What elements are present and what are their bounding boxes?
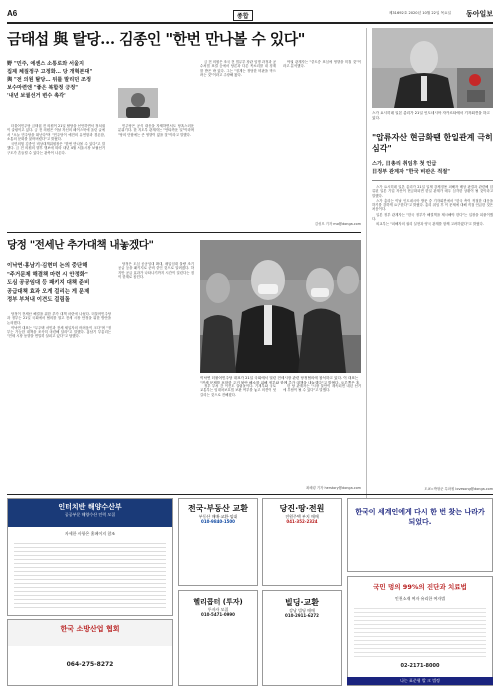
- story2-subheads: [7, 262, 111, 305]
- story1-paragraph: 국민의힘 김종인 비상대책위원장은 "한번 만나볼 수 있다"고 말했다. 금 전 의원의 향후 행보에 따라 내년 4월 서울시장 보궐선거 구도가 흔들릴 수 있다는 관측이 나온다.: [7, 142, 105, 155]
- ad-line: 공공부문 해양수산 인력 모집: [64, 512, 116, 517]
- sidebar-subheads: [372, 160, 493, 176]
- masthead: [7, 8, 493, 22]
- section-label: 종합: [233, 10, 253, 21]
- ad-title: 국민 멍의 99%의 진단과 치료법: [373, 583, 467, 591]
- story1-photo: [118, 88, 158, 118]
- press-photo: [200, 240, 361, 373]
- masthead-rule: [7, 22, 493, 24]
- ad-line: 064-275-8272: [66, 661, 114, 668]
- story1-subhead: 與 "전 의원 탈당… 뒤를 말리던 조정: [7, 77, 92, 83]
- ad-fineprint: [14, 540, 166, 610]
- portrait-image: [118, 88, 158, 118]
- ad-title: 헬리콥터 (투자): [193, 598, 243, 606]
- sidebar-byline: 도쿄=박형준 특파원 lovesong@donga.com: [424, 487, 493, 491]
- ad-title: 한국이 세계인에게 다시 한 번 찾는 나라가 되었다.: [355, 508, 485, 526]
- phone-strip: 나는 표준형 발 크 법정: [347, 677, 493, 685]
- ad-title: 한국 소방산업 협회: [60, 625, 120, 633]
- story2-byline: 최혜령 기자 herstory@donga.com: [305, 486, 361, 490]
- suga-photo: [372, 28, 493, 108]
- story2-body-col4: [283, 384, 361, 484]
- ad-title: 인터치반 해양수산부: [58, 503, 122, 511]
- sidebar-subhead: 日정부 관계자 "한국 비판은 적절": [372, 169, 450, 175]
- story1-paragraph: 금 전 의원은 조국 전 법무부 장관 임명 과정과 공수처법 표결 등에서 당론과 다른 목소리를 내 징계를 받은 바 있다. 그는 "징계는 정당한 비판을 막으려는 것"이라고 주장해 왔다.: [200, 60, 276, 77]
- story1-body-col3: [200, 60, 276, 227]
- ad-title: 빌딩·교환: [285, 598, 319, 607]
- ad-fineprint: [354, 605, 486, 660]
- ad-line: 투자자 모집: [207, 607, 229, 612]
- sidebar-paragraph: 일본 정부 관계자는 "한국 정부가 해결책을 제시해야 한다"는 입장을 되풀이했다.: [372, 212, 493, 222]
- story1-subhead: 野 "민주, 에센스 소통로와 서울지: [7, 61, 85, 67]
- story1-paragraph: 야권 관계자는 "중도층 표심에 영향을 미칠 것"이라고 분석했다.: [283, 60, 361, 69]
- ad-left-top[interactable]: [7, 498, 173, 616]
- classified-4[interactable]: [178, 590, 258, 686]
- story2-subhead: 정부 부처내 이견도 걸림돌: [7, 297, 70, 304]
- story-divider: [7, 232, 361, 233]
- story1-subheads: [7, 60, 105, 100]
- story2-paragraph: 한 당 관계자는 "시장 불안이 계속되면 내년 선거에 부담이 될 수 있다"고 말했다.: [283, 384, 361, 393]
- ad-line: 부동산 매매·교환·임대: [198, 514, 238, 519]
- sidebar-paragraph: 외교부는 "피해자의 권리 실현과 양국 관계를 함께 고려하겠다"고 밝혔다.: [376, 222, 484, 227]
- ad-title: 전국·부동산 교환: [188, 504, 248, 513]
- ad-line: 인천소재 여자 유리한 여자법: [394, 596, 446, 601]
- story1-body-col1: [7, 124, 105, 227]
- story1-subhead: '내년 보궐선거 변수 촉각': [7, 93, 66, 99]
- classified-1[interactable]: [178, 498, 258, 586]
- ad-line: 자세한 사항은 홈페이지 참조: [64, 531, 116, 536]
- issue-info: 제31692호 2020년 10월 22일 목요일: [388, 11, 451, 15]
- sidebar-paragraph: 스가 요시히데 일본 총리가 21일 일제 강제징용 피해자 배상 판결과 관련해 압류된 일본 기업 자산이 현금화되면 한일 관계가 매우 심각한 상황이 될 것이라고 말했다.: [372, 185, 493, 198]
- ad-right-top[interactable]: [347, 498, 493, 572]
- ad-line: 010-5471-0990: [201, 612, 235, 617]
- story1-subhead: 보수마련엔 "좋은 복합정 긍정": [7, 85, 78, 91]
- story1-paragraph: 민주당은 공식 대응을 자제하면서도 당혹스러운 분위기다. 한 지도부 관계자는 "안타까운 일"이라며 "당의 단합에는 큰 영향이 없을 것"이라고 말했다.: [118, 124, 194, 137]
- sidebar-paragraph: 스가 총리는 이날 인도네시아 방문 중 기자회견에서 "한국 측이 적절한 대응을 하기를 강하게 요구한다"고 밝혔다. 총리 취임 후 이 문제에 대해 직접 언급한 것은 처음이다.: [372, 198, 493, 212]
- page-number: A6: [7, 9, 18, 18]
- story2-paragraph: 당정은 도심 공공임대 확대, 매입임대 물량 조기 공급 등을 패키지로 준비 중인 것으로 알려졌다. 하지만 공급 효과가 나타나기까지 시간이 걸린다는 점이 한계로 꼽힌다.: [118, 262, 194, 279]
- story2-body-col1: [7, 312, 111, 490]
- story1-headline: 금태섭 與 탈당… 김종인 "한번 만나볼 수 있다": [7, 30, 305, 48]
- story2-paragraph: 이낙연 대표는 "무주택 서민과 전세 세입자의 어려움이 크다"며 "정부는 가능한 대책을 조속히 마련해 달라"고 말했다. 홍남기 부총리는 "전세 시장 동향을 면밀히 살피고 있다"고 답했다.: [7, 325, 111, 339]
- ad-right-bottom[interactable]: [347, 576, 493, 686]
- classified-3[interactable]: [262, 590, 342, 686]
- story2-subhead: 도심 공공임대 등 패키지 대책 준비: [7, 280, 90, 287]
- ad-line: 010-2911-6272: [285, 613, 319, 618]
- story2-body-col2: [118, 262, 194, 490]
- ad-phone: 02-2171-8000: [400, 663, 440, 669]
- ad-line: 전원주택 부지 매매: [285, 514, 319, 519]
- story2-paragraph: 정부 부처 간 이견도 걸림돌이다. 기재부와 국토교통부는 임대차보호법 보완 여부를 놓고 의견이 엇갈리는 것으로 전해졌다.: [200, 384, 276, 397]
- story1-subhead: 집제 체질정구 고정화… 당 개혁본대": [7, 69, 93, 75]
- story1-body-col4: [283, 60, 361, 220]
- story2-body-col3: [200, 384, 276, 484]
- ad-line: 010-9840-1500: [201, 519, 235, 524]
- sidebar-divider: [366, 28, 367, 498]
- paper-name: 동아일보: [465, 9, 493, 18]
- story2-headline: 당정 "전세난 추가대책 내놓겠다": [7, 239, 154, 251]
- sidebar-photo: [372, 28, 493, 108]
- ads-rule: [7, 494, 493, 495]
- story2-photo: [200, 240, 361, 373]
- story1-body-col2: [118, 124, 194, 227]
- story2-subhead: 공급대책 효과 오게 걸리는 게 문제: [7, 288, 90, 295]
- sidebar-subhead: 스가, 日총리 취임후 첫 언급: [372, 161, 437, 167]
- sidebar-body: [372, 185, 493, 485]
- ad-line: 강남 빌딩 매매: [289, 608, 315, 613]
- story1-byline: 김성모 기자 mo@donga.com: [314, 222, 361, 226]
- ad-line: 041-352-2324: [286, 519, 318, 524]
- sidebar-photo-caption: 스가 요시히데 일본 총리가 21일 인도네시아 자카르타에서 기자회견을 하고 있다.: [372, 111, 490, 120]
- ad-left-bottom[interactable]: [7, 619, 173, 686]
- story2-photo-caption: 이낙연 더불어민주당 대표가 21일 국회에서 열린 전세시장 관련 당정협의에 참석하고 있다. 이 대표는 "전세 문제를 포함한 주거 불안 해소를 위해 정부와 함께 추가 대책을 내놓겠다"고 밝혔다. 오른쪽은 홍: [200, 376, 360, 384]
- story1-paragraph: 더불어민주당 금태섭 전 의원이 21일 탈당을 선언하면서 정치권이 술렁이고 있다. 금 전 의원은 이날 자신의 페이스북에 올린 글에서 "오늘 민주당을 떠난다"며 "민주당이 예전의 유연함과 겸손함, 소통의 문화를 잃어버렸다"고 밝혔다.: [7, 124, 105, 141]
- story2-paragraph: 당정이 전세난 해결을 위한 추가 대책 마련에 나섰다. 더불어민주당과 정부는 21일 국회에서 협의를 열고 전세 시장 안정을 위한 방안을 논의했다.: [7, 312, 111, 325]
- story2-subhead: "주거문제 해결책 마련 시 안정화": [7, 271, 88, 278]
- sidebar-rule: [372, 180, 493, 181]
- sidebar-headline: "압류자산 현금화땐 한일관계 극히 심각": [372, 132, 493, 153]
- classified-2[interactable]: [262, 498, 342, 586]
- ad-title: 당진·땅·전원: [279, 504, 325, 513]
- story2-subhead: 이낙연·홍남기·김현미 논의 중단해: [7, 263, 88, 269]
